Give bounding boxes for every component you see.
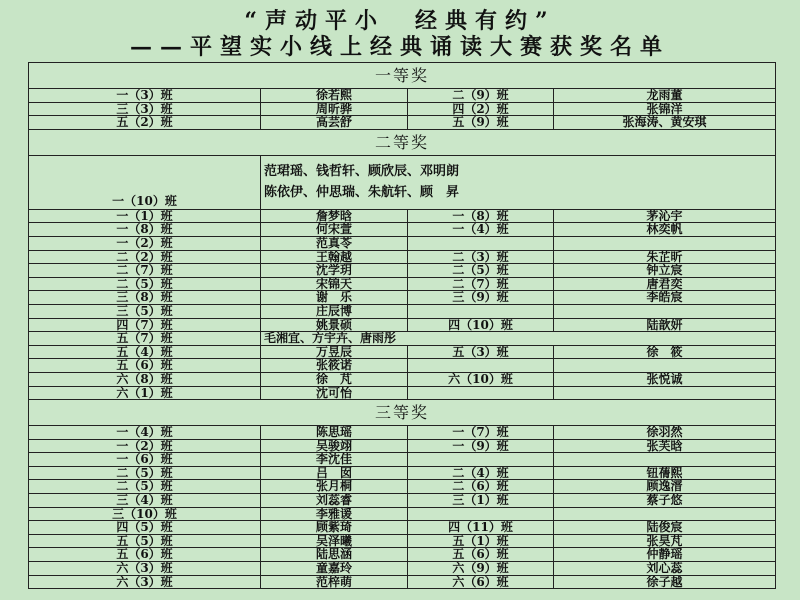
name-cell: 徐羽然 <box>554 426 776 440</box>
name-cell: 刘心蕊 <box>554 562 776 576</box>
table-row <box>29 291 776 305</box>
empty-cell <box>554 359 776 373</box>
name-cell: 李皓宸 <box>554 291 776 305</box>
class-cell: 一（2）班 <box>29 237 261 251</box>
group-names-line: 范珺瑶、钱哲轩、顾欣辰、邓明朗 <box>264 163 460 179</box>
name-cell: 童嘉玲 <box>261 562 408 576</box>
section-heading-row <box>29 63 776 89</box>
class-cell: 五（6）班 <box>29 359 261 373</box>
class-cell: 二（5）班 <box>29 467 261 481</box>
class-cell: 三（1）班 <box>408 494 554 508</box>
name-cell: 姚景硕 <box>261 319 408 333</box>
name-cell: 顾逸溍 <box>554 480 776 494</box>
table-row <box>29 89 776 103</box>
class-cell: 一（7）班 <box>408 426 554 440</box>
class-cell: 三（3）班 <box>29 103 261 117</box>
name-cell: 高芸舒 <box>261 116 408 130</box>
section-heading: 三等奖 <box>29 400 776 426</box>
page-subtitle: ——平望实小线上经典诵读大赛获奖名单 <box>129 34 670 60</box>
empty-cell <box>554 305 776 319</box>
class-cell: 六（8）班 <box>29 373 261 387</box>
section-heading-row <box>29 130 776 156</box>
table-row <box>29 305 776 319</box>
class-cell: 四（7）班 <box>29 319 261 333</box>
name-cell: 王翰越 <box>261 251 408 265</box>
class-cell: 二（7）班 <box>408 278 554 292</box>
class-cell: 五（2）班 <box>29 116 261 130</box>
table-row <box>29 426 776 440</box>
name-cell: 谢 乐 <box>261 291 408 305</box>
name-cell: 唐君奕 <box>554 278 776 292</box>
name-cell: 顾紫琦 <box>261 521 408 535</box>
table-row <box>29 332 776 346</box>
name-cell: 吕 囡 <box>261 467 408 481</box>
table-row <box>29 210 776 224</box>
name-cell: 张昊芃 <box>554 535 776 549</box>
empty-cell <box>554 237 776 251</box>
name-cell: 朱芷昕 <box>554 251 776 265</box>
name-cell: 何宋萱 <box>261 223 408 237</box>
empty-cell <box>408 387 554 401</box>
table-row <box>29 494 776 508</box>
class-cell: 一（2）班 <box>29 440 261 454</box>
group-names-line: 陈依伊、仲思瑞、朱航轩、顾 昇 <box>264 184 460 200</box>
name-cell: 刘蕊睿 <box>261 494 408 508</box>
name-cell: 范真苓 <box>261 237 408 251</box>
class-cell: 五（1）班 <box>408 535 554 549</box>
empty-cell <box>554 387 776 401</box>
table-row <box>29 521 776 535</box>
section-heading: 二等奖 <box>29 130 776 156</box>
class-cell: 二（7）班 <box>29 264 261 278</box>
name-cell: 陆歆妍 <box>554 319 776 333</box>
table-row <box>29 116 776 130</box>
award-table <box>28 62 776 589</box>
section-heading-row <box>29 400 776 426</box>
group-names-cell <box>261 332 776 346</box>
name-cell: 詹梦晗 <box>261 210 408 224</box>
name-cell: 陆思涵 <box>261 548 408 562</box>
name-cell: 范梓萌 <box>261 576 408 590</box>
name-cell: 吴泽曦 <box>261 535 408 549</box>
class-cell: 三（9）班 <box>408 291 554 305</box>
name-cell: 钮蒨熙 <box>554 467 776 481</box>
class-cell: 三（8）班 <box>29 291 261 305</box>
class-cell: 二（4）班 <box>408 467 554 481</box>
name-cell: 张月桐 <box>261 480 408 494</box>
name-cell: 沈学玥 <box>261 264 408 278</box>
class-cell: 一（6）班 <box>29 453 261 467</box>
name-cell: 蔡子悠 <box>554 494 776 508</box>
name-cell: 龙雨董 <box>554 89 776 103</box>
class-cell: 二（6）班 <box>408 480 554 494</box>
table-row <box>29 548 776 562</box>
class-cell: 二（3）班 <box>408 251 554 265</box>
table-row <box>29 319 776 333</box>
class-cell: 一（1）班 <box>29 210 261 224</box>
name-cell: 陆俊宸 <box>554 521 776 535</box>
class-cell: 三（4）班 <box>29 494 261 508</box>
name-cell: 仲静瑶 <box>554 548 776 562</box>
table-row <box>29 359 776 373</box>
name-cell: 宋锦天 <box>261 278 408 292</box>
class-cell: 二（5）班 <box>29 480 261 494</box>
table-row <box>29 467 776 481</box>
table-row <box>29 264 776 278</box>
class-cell: 四（2）班 <box>408 103 554 117</box>
class-cell: 二（5）班 <box>408 264 554 278</box>
name-cell: 张筱诺 <box>261 359 408 373</box>
class-cell: 六（1）班 <box>29 387 261 401</box>
table-row <box>29 278 776 292</box>
name-cell: 徐 筱 <box>554 346 776 360</box>
empty-cell <box>554 453 776 467</box>
class-cell: 六（3）班 <box>29 562 261 576</box>
table-row <box>29 156 776 210</box>
name-cell: 茅沁宇 <box>554 210 776 224</box>
class-cell: 五（6）班 <box>408 548 554 562</box>
empty-cell <box>408 508 554 522</box>
class-cell: 五（5）班 <box>29 535 261 549</box>
name-cell: 张海涛、黄安琪 <box>554 116 776 130</box>
name-cell: 李沈佳 <box>261 453 408 467</box>
section-heading: 一等奖 <box>29 63 776 89</box>
table-row <box>29 535 776 549</box>
class-cell: 二（5）班 <box>29 278 261 292</box>
class-cell: 一（10）班 <box>29 156 261 210</box>
name-cell: 李雅谖 <box>261 508 408 522</box>
empty-cell <box>554 508 776 522</box>
table-row <box>29 440 776 454</box>
table-row <box>29 576 776 590</box>
class-cell: 六（6）班 <box>408 576 554 590</box>
table-row <box>29 387 776 401</box>
class-cell: 四（11）班 <box>408 521 554 535</box>
table-row <box>29 103 776 117</box>
name-cell: 林奕帆 <box>554 223 776 237</box>
empty-cell <box>408 359 554 373</box>
empty-cell <box>408 453 554 467</box>
class-cell: 六（3）班 <box>29 576 261 590</box>
class-cell: 三（10）班 <box>29 508 261 522</box>
class-cell: 一（4）班 <box>408 223 554 237</box>
table-row <box>29 373 776 387</box>
table-row <box>29 480 776 494</box>
empty-cell <box>408 237 554 251</box>
name-cell: 庄辰博 <box>261 305 408 319</box>
class-cell: 一（3）班 <box>29 89 261 103</box>
class-cell: 三（5）班 <box>29 305 261 319</box>
class-cell: 四（10）班 <box>408 319 554 333</box>
name-cell: 万昱辰 <box>261 346 408 360</box>
class-cell: 五（3）班 <box>408 346 554 360</box>
name-cell: 陈思瑶 <box>261 426 408 440</box>
table-row <box>29 223 776 237</box>
name-cell: 徐 芃 <box>261 373 408 387</box>
name-cell: 周昕骅 <box>261 103 408 117</box>
name-cell: 吴骏翊 <box>261 440 408 454</box>
class-cell: 五（6）班 <box>29 548 261 562</box>
group-names-line: 毛湘宜、方宇卉、唐雨彤 <box>264 332 397 346</box>
table-row <box>29 453 776 467</box>
class-cell: 二（9）班 <box>408 89 554 103</box>
table-row <box>29 346 776 360</box>
class-cell: 六（9）班 <box>408 562 554 576</box>
table-row <box>29 562 776 576</box>
table-row <box>29 508 776 522</box>
table-row <box>29 237 776 251</box>
name-cell: 张悦诚 <box>554 373 776 387</box>
name-cell: 钟立宸 <box>554 264 776 278</box>
class-cell: 一（8）班 <box>29 223 261 237</box>
class-cell: 六（10）班 <box>408 373 554 387</box>
class-cell: 五（9）班 <box>408 116 554 130</box>
class-cell: 五（7）班 <box>29 332 261 346</box>
class-cell: 五（4）班 <box>29 346 261 360</box>
name-cell: 张芙晗 <box>554 440 776 454</box>
class-cell: 一（4）班 <box>29 426 261 440</box>
class-cell: 一（9）班 <box>408 440 554 454</box>
name-cell: 徐子越 <box>554 576 776 590</box>
name-cell: 徐若熙 <box>261 89 408 103</box>
class-cell: 一（8）班 <box>408 210 554 224</box>
table-row <box>29 251 776 265</box>
name-cell: 张锦洋 <box>554 103 776 117</box>
empty-cell <box>408 305 554 319</box>
name-cell: 沈可怡 <box>261 387 408 401</box>
page-title: “声动平小 经典有约” <box>244 8 556 34</box>
class-cell: 四（5）班 <box>29 521 261 535</box>
group-names-cell <box>261 156 776 210</box>
class-cell: 二（2）班 <box>29 251 261 265</box>
